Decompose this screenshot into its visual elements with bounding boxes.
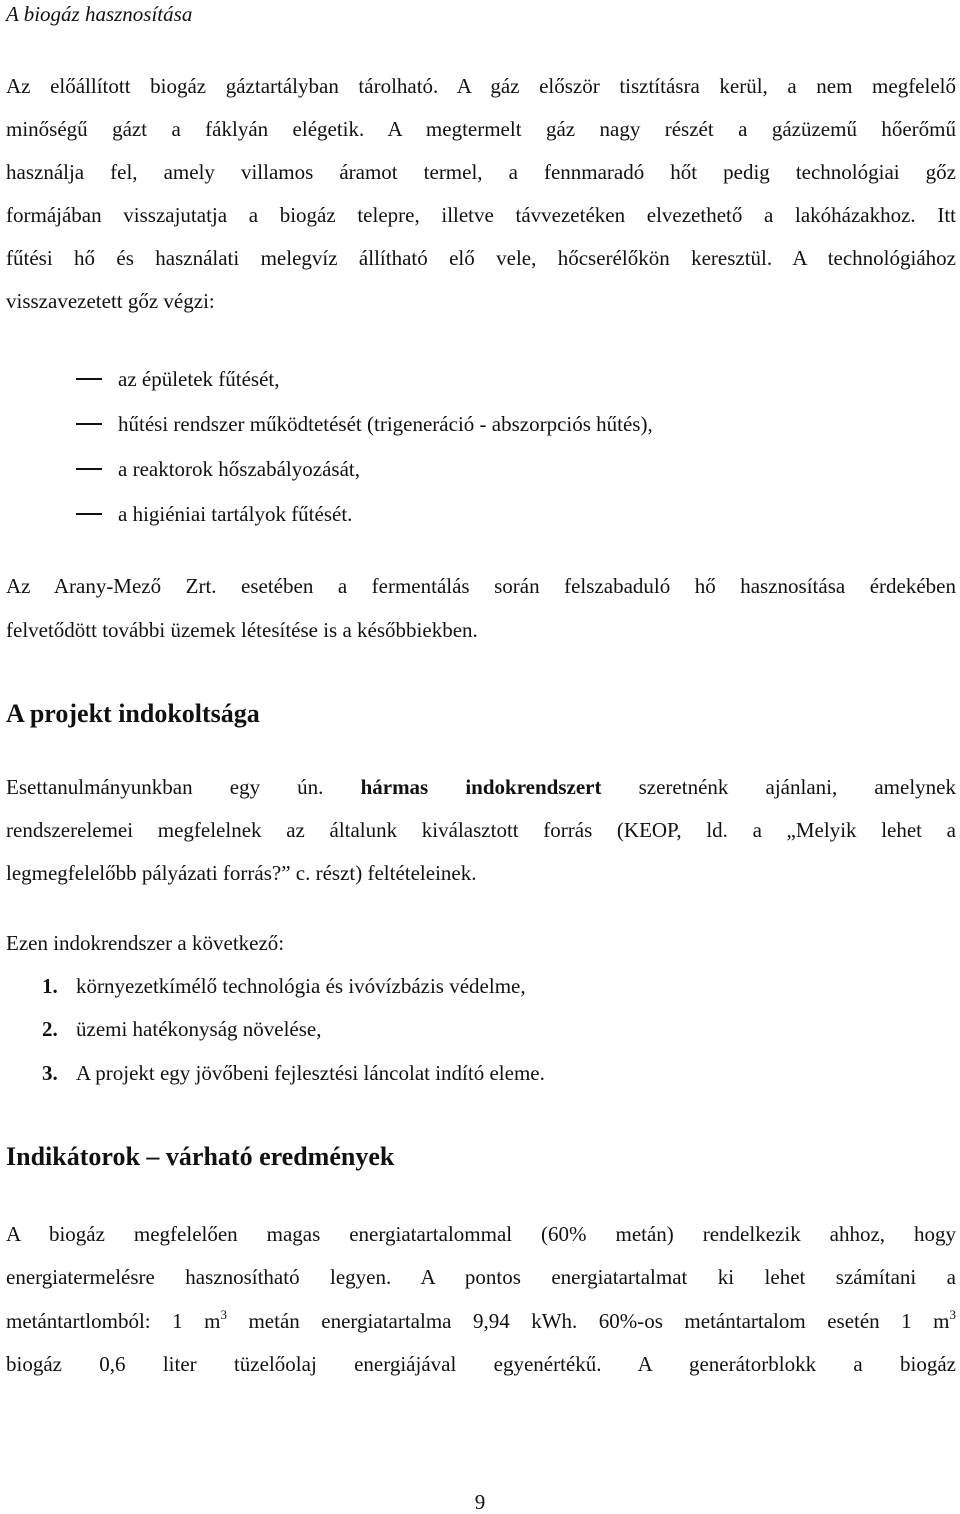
dash-list-item: hűtési rendszer működtetését (trigeneráció - abszorpciós hűtés),	[76, 410, 653, 438]
list-intro: Ezen indokrendszer a következő:	[6, 931, 285, 955]
page-number: 9	[474, 1490, 486, 1514]
numbered-list-item: 1. környezetkímélő technológia és ivóvízbázis védelme,	[42, 974, 526, 998]
paragraph-line: legmegfelelőbb pályázati forrás?” c. részt) feltételeinek.	[6, 861, 477, 885]
dash-list-item: a higiéniai tartályok fűtését.	[76, 500, 352, 528]
emphasis-text: hármas indokrendszert	[360, 775, 602, 799]
paragraph-line: Esettanulmányunkban egy ún. hármas indokrendszert szeretnénk ajánlani, amelynek	[6, 775, 956, 799]
section-heading-biogas-use: A biogáz hasznosítása	[6, 2, 193, 26]
paragraph-line: felvetődött további üzemek létesítése is a későbbiekben.	[6, 618, 478, 642]
dash-bullet-icon	[76, 513, 102, 515]
paragraph-line: biogáz 0,6 liter tüzelőolaj energiájával egyenértékű. A generátorblokk a biogáz	[6, 1352, 956, 1376]
numbered-list-item: 3. A projekt egy jövőbeni fejlesztési láncolat indító eleme.	[42, 1061, 545, 1085]
paragraph-line: energiatermelésre hasznosítható legyen. A pontos energiatartalmat ki lehet számítani a	[6, 1265, 956, 1289]
paragraph-line: rendszerelemei megfelelnek az általunk kiválasztott forrás (KEOP, ld. a „Melyik lehet a	[6, 818, 956, 842]
paragraph-line: Az Arany-Mező Zrt. esetében a fermentálás során felszabaduló hő hasznosítása érdekében	[6, 574, 956, 598]
dash-bullet-icon	[76, 378, 102, 380]
paragraph-line: használja fel, amely villamos áramot termel, a fennmaradó hőt pedig technológiai gőz	[6, 160, 956, 184]
paragraph-line: A biogáz megfelelően magas energiatartalommal (60% metán) rendelkezik ahhoz, hogy	[6, 1222, 956, 1246]
section-heading-project-justification: A projekt indokoltsága	[6, 699, 260, 728]
paragraph-line: minőségű gázt a fáklyán elégetik. A megtermelt gáz nagy részét a gázüzemű hőerőmű	[6, 117, 956, 141]
dash-list-item: a reaktorok hőszabályozását,	[76, 455, 360, 483]
numbered-list-item: 2. üzemi hatékonyság növelése,	[42, 1017, 322, 1041]
dash-bullet-icon	[76, 423, 102, 425]
paragraph-line: formájában visszajutatja a biogáz telepre, illetve távvezetéken elvezethető a lakóházakhoz. Itt	[6, 203, 956, 227]
paragraph-line: metántartlomból: 1 $m^3$ metán energiatartalma 9,94 kWh. 60%-os metántartalom esetén 1 $m^3$	[6, 1307, 956, 1333]
dash-bullet-icon	[76, 468, 102, 470]
paragraph-line: Az előállított biogáz gáztartályban tárolható. A gáz először tisztításra kerül, a nem megfelelő	[6, 74, 956, 98]
paragraph-line: fűtési hő és használati melegvíz állítható elő vele, hőcserélőkön keresztül. A technológiához	[6, 246, 956, 270]
section-heading-indicators: Indikátorok – várható eredmények	[6, 1142, 395, 1171]
paragraph-line: visszavezetett gőz végzi:	[6, 289, 215, 313]
dash-list-item: az épületek fűtését,	[76, 365, 280, 393]
